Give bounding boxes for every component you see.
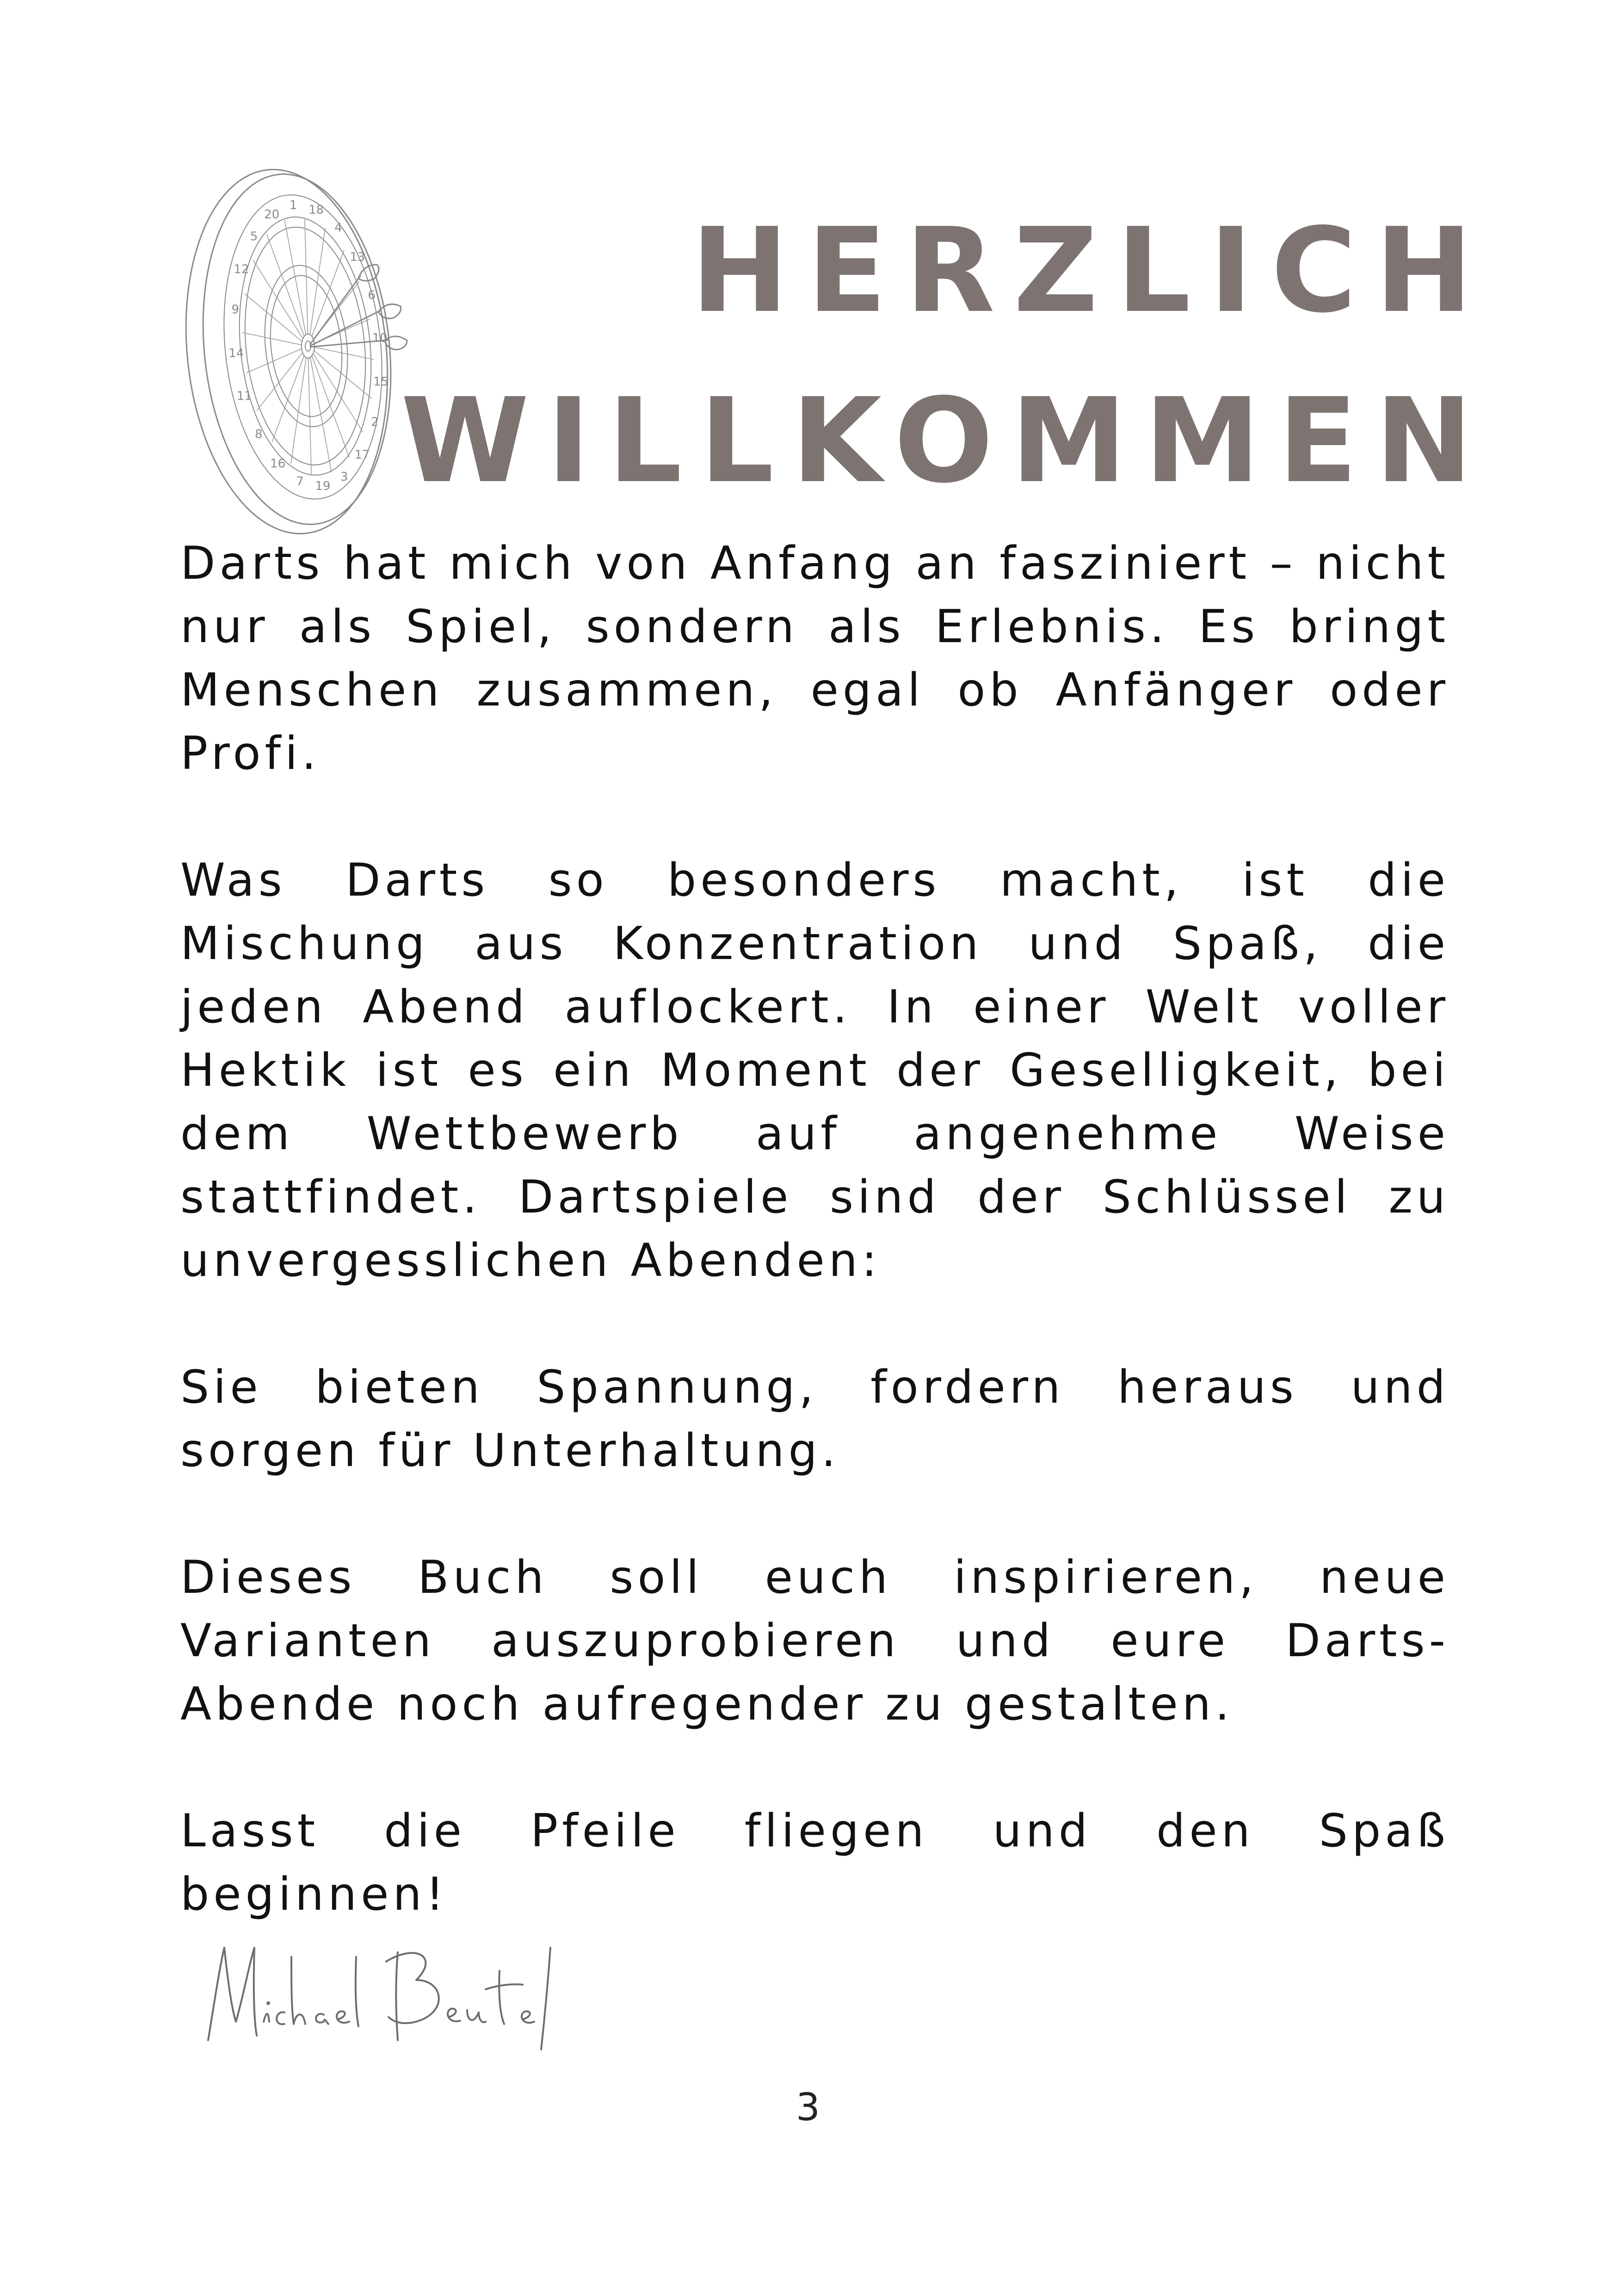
- dartboard-number: 14: [228, 346, 244, 360]
- dartboard-number: 8: [254, 427, 263, 441]
- paragraph-2: Was Darts so besonders macht, ist die Mischung aus Konzentration und Spaß, die jeden Abend auflockert. In einer Welt voller Hektik ist es ein Moment der Geselligkeit, bei dem Wettbewerb auf angenehme Weise stattfindet. Dartspiele sind der Schlüssel zu unvergesslichen Abenden:: [180, 854, 1449, 1287]
- paragraph-1: Darts hat mich von Anfang an fasziniert – nicht nur als Spiel, sondern als Erlebnis. Es bringt Menschen zusammen, egal ob Anfänger oder Profi.: [180, 537, 1449, 780]
- dartboard-number: 10: [372, 331, 388, 346]
- dartboard-wire: [315, 351, 372, 398]
- dartboard-wire: [284, 220, 306, 334]
- page-title-line-1: HERZLICH: [691, 203, 1491, 339]
- dartboard-number: 6: [368, 288, 376, 303]
- dartboard-number: 19: [315, 479, 331, 493]
- body-text: [180, 532, 1449, 1990]
- dartboard-wire: [310, 358, 332, 472]
- dartboard-wire: [312, 356, 350, 458]
- paragraph-5: Lasst die Pfeile fliegen und den Spaß beginnen!: [180, 1805, 1449, 1921]
- dartboard-wire: [267, 235, 304, 336]
- page-title-line-2: WILLKOMMEN: [401, 373, 1490, 509]
- dartboard-wire: [242, 333, 302, 345]
- paragraph-4: Dieses Buch soll euch inspirieren, neue Varianten auszuprobieren und eure Darts-Abende noch aufregender zu gestalten.: [180, 1551, 1449, 1731]
- page-number: 3: [796, 2086, 820, 2129]
- dartboard-number: 12: [234, 262, 249, 277]
- dartboard-number: 11: [236, 389, 252, 403]
- dartboard-number: 13: [350, 250, 365, 265]
- dartboard-wire: [314, 354, 363, 432]
- dartboard-number: 2: [370, 415, 379, 429]
- dartboard-number: 4: [334, 221, 342, 235]
- dartboard-wire: [291, 357, 306, 464]
- dartboard-wire: [245, 294, 302, 341]
- dartboard-number: 15: [373, 375, 389, 389]
- dartboard-illustration: [171, 162, 430, 541]
- dartboard-number: 3: [340, 470, 348, 484]
- dartboard-wire: [253, 260, 302, 338]
- dartboard-number: 20: [264, 208, 280, 222]
- dartboard-number: 16: [270, 457, 286, 471]
- dartboard-wire: [272, 355, 304, 442]
- dartboard-number: 1: [289, 198, 297, 213]
- dartboard-wire: [310, 228, 325, 335]
- dartboard-number: 17: [354, 448, 370, 462]
- paragraph-3: Sie bieten Spannung, fordern heraus und sorgen für Unterhaltung.: [180, 1361, 1449, 1477]
- signature-image: [199, 1929, 615, 2059]
- dartboard-number: 7: [296, 475, 304, 489]
- dartboard-number: 18: [308, 203, 324, 217]
- dartboard-number: 9: [231, 303, 239, 317]
- dartboard-number: 5: [250, 229, 258, 244]
- dartboard-wire: [257, 352, 303, 410]
- dartboard-wire: [312, 250, 344, 337]
